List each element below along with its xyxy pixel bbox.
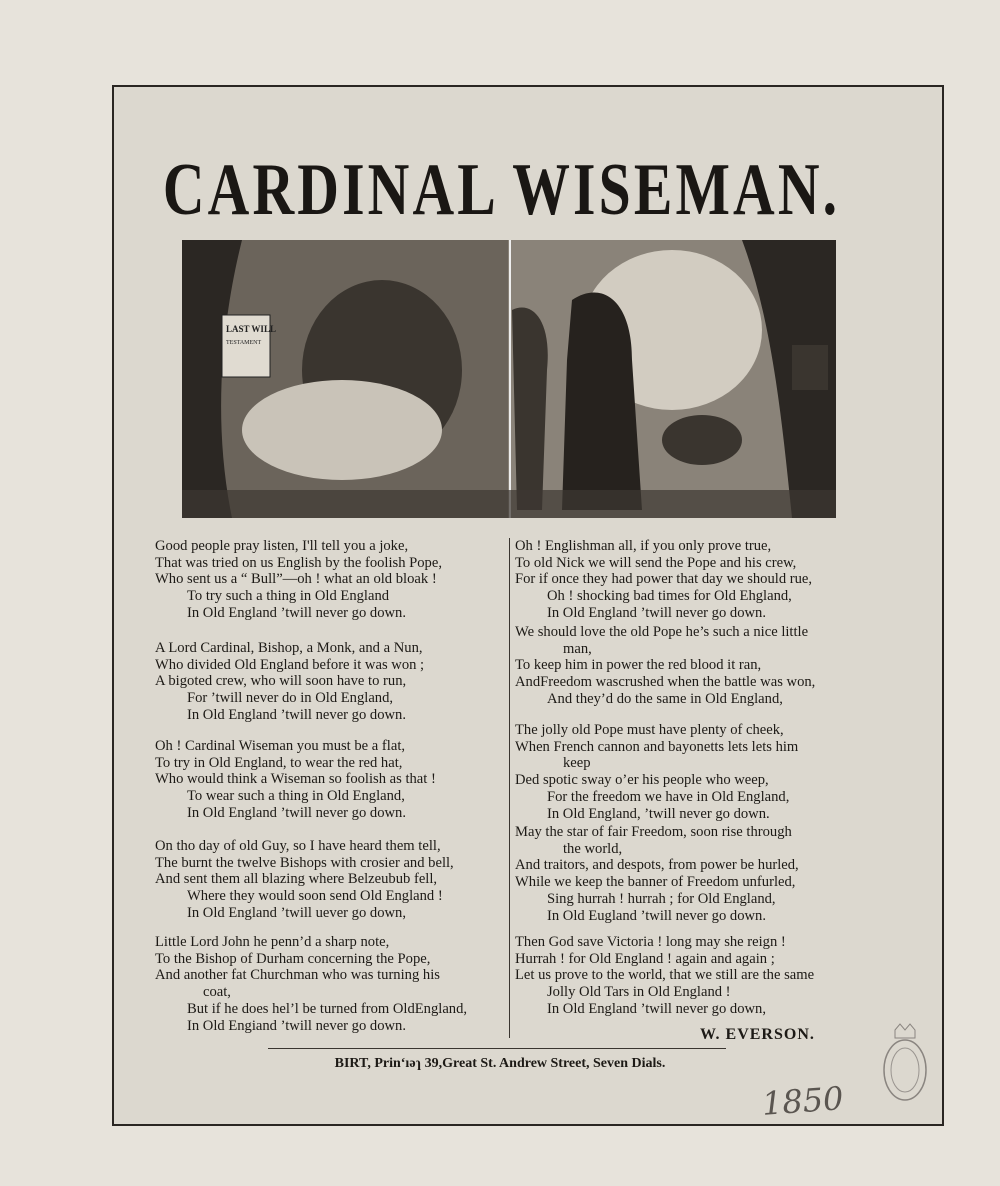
stanza	[515, 624, 815, 708]
verse-line: We should love the old Pope he’s such a nice little	[515, 624, 809, 640]
svg-text:LAST WILL: LAST WILL	[226, 324, 276, 334]
verse-line: While we keep the banner of Freedom unfurled,	[515, 874, 796, 891]
verse-line: A Lord Cardinal, Bishop, a Monk, and a Nun,	[155, 640, 423, 656]
stanza	[515, 934, 814, 1018]
verse-line: The burnt the twelve Bishops with crosier and bell,	[155, 854, 454, 871]
verse-line: AndFreedom wascrushed when the battle was won,	[515, 674, 816, 691]
verse-line: the world,	[563, 840, 623, 857]
verse-line: And sent them all blazing where Belzeubub fell,	[155, 871, 438, 888]
stanza	[155, 738, 436, 822]
verse-line: For if once they had power that day we should rue,	[515, 571, 813, 588]
handwritten-year: 1850	[760, 1079, 845, 1123]
printer-imprint: BIRT, Prin‘ıəɿ 39,Great St. Andrew Street, Seven Dials.	[334, 1056, 666, 1071]
verse-line: But if he does hel’l be turned from OldEngland,	[187, 1000, 468, 1017]
verse-line: Who would think a Wiseman so foolish as that !	[155, 771, 436, 788]
verse-line: In Old England, ’twill never go down.	[547, 805, 770, 822]
woodcut-illustration	[182, 240, 836, 518]
stanza	[155, 838, 454, 922]
verse-line: In Old Engiand ’twill never go down.	[187, 1017, 407, 1034]
verse-line: Oh ! shocking bad times for Old Ehgland,	[547, 588, 792, 605]
verse-line: Little Lord John he penn’d a sharp note,	[155, 934, 390, 950]
verse-line: Who sent us a “ Bull”—oh ! what an old bloak !	[155, 571, 437, 588]
verse-line: For ’twill never do in Old England,	[187, 690, 394, 707]
verse-line: Let us prove to the world, that we still are the same	[515, 967, 815, 984]
verse-line: In Old England ’twill never go down.	[187, 706, 407, 723]
stanza	[155, 538, 442, 622]
verse-line: To wear such a thing in Old England,	[187, 788, 405, 805]
verse-line: keep	[563, 755, 591, 772]
stanza	[155, 640, 424, 724]
verse-line: And they’d do the same in Old England,	[547, 690, 783, 707]
verse-line: Then God save Victoria ! long may she reign !	[515, 934, 786, 950]
verse-line: In Old England ’twill never go down.	[187, 604, 407, 621]
verse-line: To try in Old England, to wear the red hat,	[155, 754, 403, 771]
verse-line: Ded spotic sway o’er his people who weep,	[515, 772, 769, 789]
verse-line: Oh ! Cardinal Wiseman you must be a flat,	[155, 738, 406, 754]
verse-line: To the Bishop of Durham concerning the Pope,	[155, 950, 431, 967]
stanza	[515, 538, 812, 622]
verse-line: Where they would soon send Old England !	[187, 888, 443, 905]
verse-line: coat,	[203, 984, 231, 1001]
verse-line: And another fat Churchman who was turning his	[155, 967, 440, 984]
verse-line: That was tried on us English by the foolish Pope,	[155, 554, 442, 571]
verse-line: Good people pray listen, I'll tell you a joke,	[155, 538, 409, 554]
verse-line: To old Nick we will send the Pope and his crew,	[515, 554, 797, 571]
verse-line: To keep him in power the red blood it ran,	[515, 657, 762, 674]
verse-line: In Old England ’twill never go down.	[547, 604, 767, 621]
verse-line: When French cannon and bayonetts lets lets him	[515, 738, 799, 755]
verse-line: In Old England ’twill never go down,	[547, 1000, 767, 1017]
verse-line: On tho day of old Guy, so I have heard them tell,	[155, 838, 441, 854]
verse-line: To try such a thing in Old England	[187, 588, 390, 605]
verse-line: A bigoted crew, who will soon have to run,	[155, 673, 407, 690]
verse-line: In Old England ’twill never go down.	[187, 804, 407, 821]
library-stamp-icon	[880, 1022, 930, 1102]
verse-line: Who divided Old England before it was won ;	[155, 656, 425, 673]
verse-line: Sing hurrah ! hurrah ; for Old England,	[547, 890, 776, 907]
page-title: CARDINAL WISEMAN.	[162, 149, 841, 231]
verse-line: Hurrah ! for Old England ! again and again ;	[515, 950, 775, 967]
verse-line: The jolly old Pope must have plenty of cheek,	[515, 722, 784, 738]
verse-line: man,	[563, 640, 592, 657]
column-divider	[509, 538, 510, 1038]
verse-line: And traitors, and despots, from power be hurled,	[515, 857, 799, 874]
verse-line: In Old Eugland ’twill never go down.	[547, 907, 767, 924]
footer-rule	[268, 1048, 726, 1049]
stanza	[515, 824, 799, 924]
verse-line: May the star of fair Freedom, soon rise through	[515, 824, 792, 840]
stanza	[155, 934, 467, 1034]
verse-line: Oh ! Englishman all, if you only prove true,	[515, 538, 772, 554]
verse-line: In Old England ’twill uever go down,	[187, 904, 407, 921]
verse-line: Jolly Old Tars in Old England !	[547, 984, 731, 1001]
author-signature: W. EVERSON.	[700, 1026, 815, 1043]
stanza	[515, 722, 798, 822]
svg-text:TESTAMENT: TESTAMENT	[226, 340, 262, 346]
verse-line: For the freedom we have in Old England,	[547, 788, 790, 805]
